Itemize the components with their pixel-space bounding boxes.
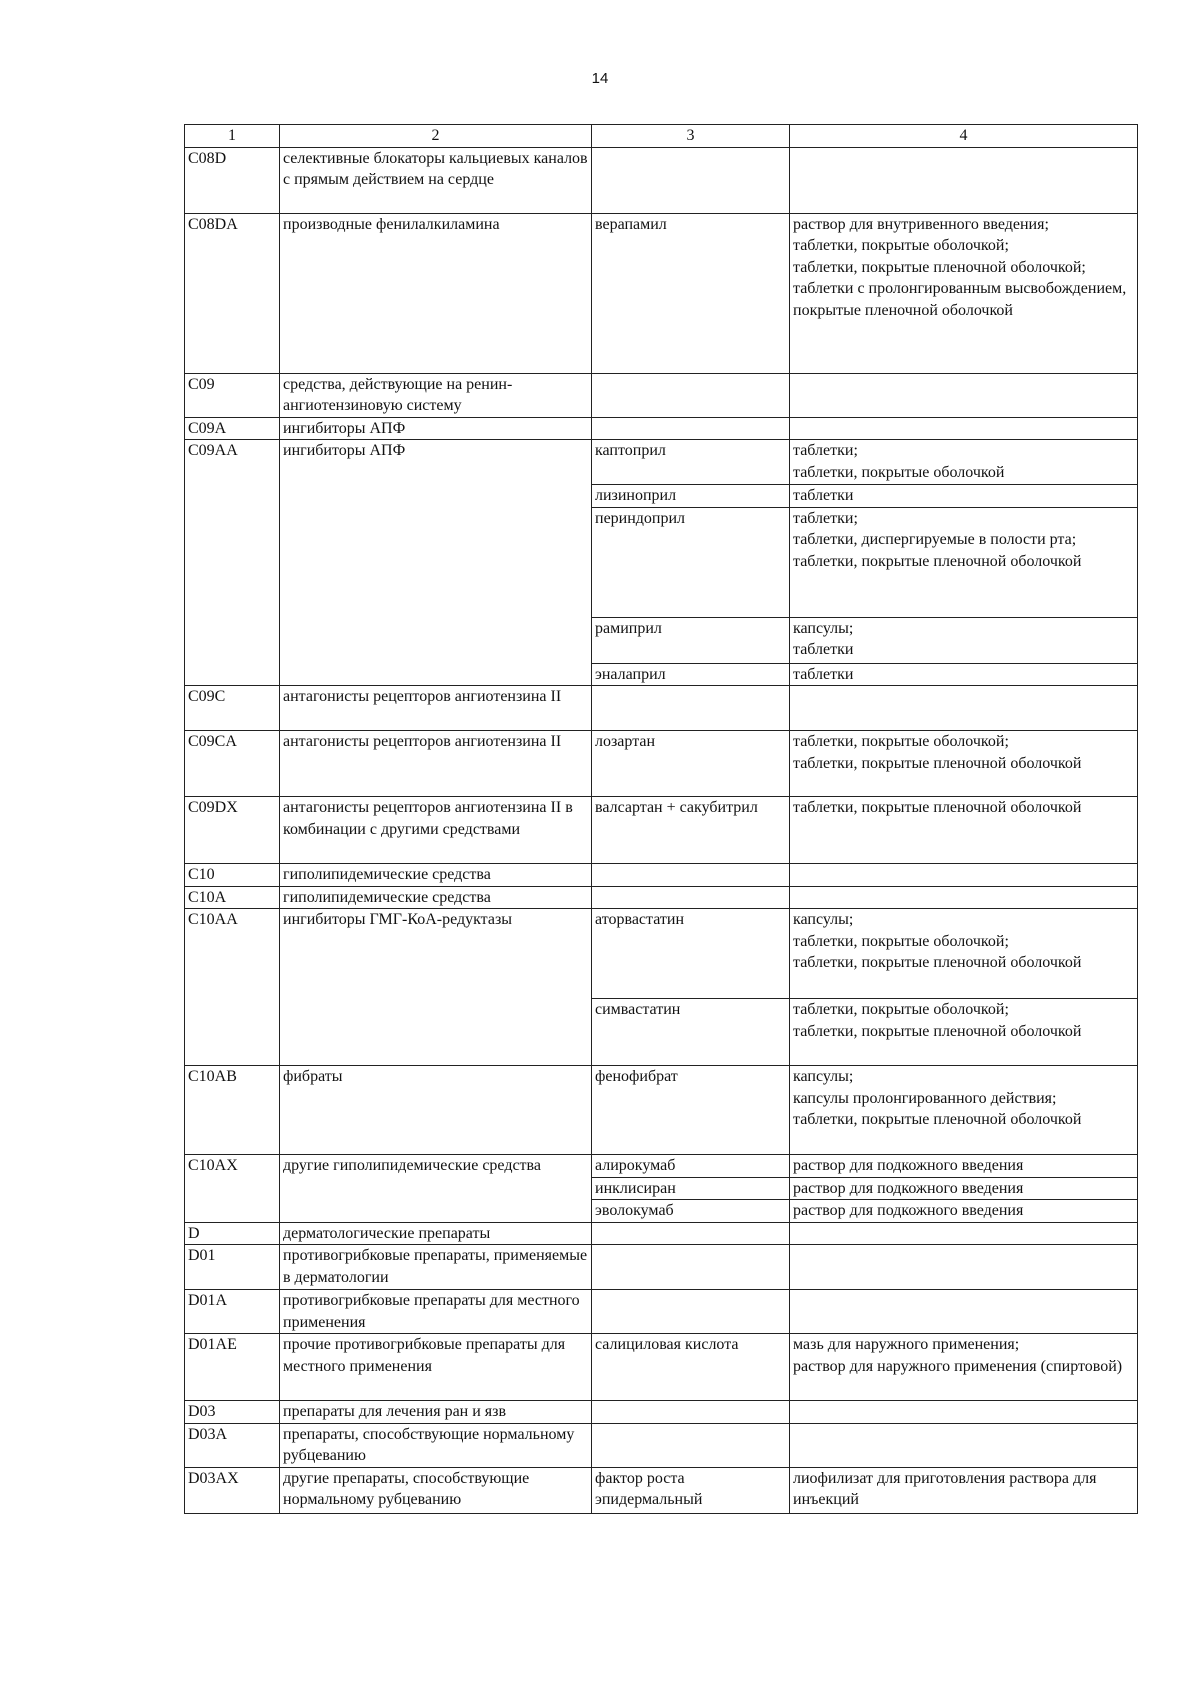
atc-group-cell: селективные блокаторы кальциевых каналов с прямым действием на сердце — [280, 147, 592, 213]
drug-name-cell — [592, 886, 790, 909]
dosage-form-line: капсулы пролонгированного действия; — [793, 1089, 1057, 1107]
dosage-forms-cell — [790, 731, 1138, 797]
dosage-forms-cell — [790, 485, 1138, 508]
dosage-forms-cell — [790, 909, 1138, 999]
table-row — [185, 1245, 1138, 1290]
dosage-forms-cell — [790, 663, 1138, 686]
drug-name-cell: салициловая кислота — [592, 1334, 790, 1401]
drug-name-cell — [592, 147, 790, 213]
dosage-form-line: мазь для наружного применения; — [793, 1336, 1020, 1353]
atc-group-cell: производные фенилалкиламина — [280, 213, 592, 373]
atc-group-cell: прочие противогрибковые препараты для местного применения — [280, 1334, 592, 1401]
drug-name-cell — [592, 1222, 790, 1245]
drug-name-cell — [592, 1245, 790, 1290]
drug-name-cell — [592, 1401, 790, 1424]
dosage-forms-cell — [790, 213, 1138, 373]
atc-code-cell: C09A — [185, 417, 280, 440]
drug-name-cell: каптоприл — [592, 440, 790, 485]
table-row — [185, 1066, 1138, 1155]
atc-group-cell: другие препараты, способствующие нормальному рубцеванию — [280, 1467, 592, 1513]
dosage-forms-cell — [790, 1423, 1138, 1467]
atc-group-cell: средства, действующие на ренин-ангиотензиновую систему — [280, 373, 592, 417]
column-header-4: 4 — [790, 125, 1138, 148]
table-row — [185, 1334, 1138, 1401]
table-row — [185, 864, 1138, 887]
atc-code-cell: C09CA — [185, 731, 280, 797]
dosage-forms-cell — [790, 1290, 1138, 1334]
table-row — [185, 1222, 1138, 1245]
drug-name-cell — [592, 1423, 790, 1467]
atc-code-cell: C10AA — [185, 909, 280, 1066]
dosage-form-line: таблетки — [793, 487, 854, 504]
drug-name-cell: инклисиран — [592, 1177, 790, 1200]
table-row — [185, 909, 1138, 999]
table-row — [185, 147, 1138, 213]
atc-group-cell: препараты, способствующие нормальному рубцеванию — [280, 1423, 592, 1467]
dosage-form-line: таблетки, покрытые оболочкой; — [793, 237, 1009, 254]
atc-group-cell: гиполипидемические средства — [280, 886, 592, 909]
table-row — [185, 797, 1138, 864]
drug-name-cell: фенофибрат — [592, 1066, 790, 1155]
atc-group-cell: антагонисты рецепторов ангиотензина II — [280, 686, 592, 731]
atc-group-cell: дерматологические препараты — [280, 1222, 592, 1245]
dosage-form-line: раствор для подкожного введения — [793, 1202, 1024, 1219]
table-row — [185, 1290, 1138, 1334]
atc-group-cell: ингибиторы АПФ — [280, 417, 592, 440]
atc-group-cell: фибраты — [280, 1066, 592, 1155]
atc-group-cell: гиполипидемические средства — [280, 864, 592, 887]
dosage-form-line: таблетки, покрытые пленочной оболочкой — [793, 754, 1082, 772]
table-row — [185, 686, 1138, 731]
dosage-forms-cell — [790, 373, 1138, 417]
atc-group-cell: препараты для лечения ран и язв — [280, 1401, 592, 1424]
atc-code-cell: D03AX — [185, 1467, 280, 1513]
dosage-form-line: капсулы; — [793, 619, 854, 637]
dosage-form-line: таблетки, покрытые оболочкой; — [793, 733, 1009, 750]
dosage-form-line: таблетки, покрытые пленочной оболочкой — [793, 1111, 1082, 1128]
dosage-forms-cell — [790, 417, 1138, 440]
column-header-3: 3 — [592, 125, 790, 148]
dosage-forms-cell — [790, 686, 1138, 731]
dosage-form-line: таблетки с пролонгированным высвобождением, покрытые пленочной оболочкой — [793, 280, 1127, 319]
dosage-forms-cell — [790, 1222, 1138, 1245]
dosage-forms-cell — [790, 1155, 1138, 1178]
dosage-forms-cell — [790, 1245, 1138, 1290]
column-header-1: 1 — [185, 125, 280, 148]
atc-code-cell: D03 — [185, 1401, 280, 1424]
drug-name-cell: верапамил — [592, 213, 790, 373]
atc-code-cell: D03A — [185, 1423, 280, 1467]
drug-name-cell: аторвастатин — [592, 909, 790, 999]
atc-code-cell: C08DA — [185, 213, 280, 373]
atc-group-cell: противогрибковые препараты, применяемые в дерматологии — [280, 1245, 592, 1290]
table-row — [185, 1467, 1138, 1513]
dosage-form-line: лиофилизат для приготовления раствора для инъекций — [793, 1469, 1097, 1508]
atc-drug-table — [184, 124, 1138, 1514]
dosage-form-line: таблетки, диспергируемые в полости рта; — [793, 531, 1077, 548]
table-row — [185, 417, 1138, 440]
drug-name-cell: рамиприл — [592, 617, 790, 663]
dosage-forms-cell — [790, 1401, 1138, 1424]
atc-group-cell: другие гиполипидемические средства — [280, 1155, 592, 1223]
dosage-form-line: капсулы; — [793, 911, 854, 928]
atc-group-cell: ингибиторы ГМГ-КоА-редуктазы — [280, 909, 592, 1066]
table-row — [185, 1423, 1138, 1467]
atc-group-cell: противогрибковые препараты для местного применения — [280, 1290, 592, 1334]
dosage-forms-cell — [790, 1334, 1138, 1401]
atc-code-cell: C10A — [185, 886, 280, 909]
dosage-forms-cell — [790, 440, 1138, 485]
dosage-forms-cell — [790, 1200, 1138, 1223]
atc-code-cell: C09DX — [185, 797, 280, 864]
dosage-form-line: таблетки — [793, 641, 854, 658]
table-row — [185, 731, 1138, 797]
atc-code-cell: C10AB — [185, 1066, 280, 1155]
table-body — [185, 147, 1138, 1513]
drug-name-cell: лозартан — [592, 731, 790, 797]
dosage-form-line: капсулы; — [793, 1068, 854, 1085]
drug-name-cell: эналаприл — [592, 663, 790, 686]
dosage-forms-cell — [790, 886, 1138, 909]
dosage-forms-cell — [790, 1066, 1138, 1155]
dosage-forms-cell — [790, 147, 1138, 213]
column-header-2: 2 — [280, 125, 592, 148]
dosage-form-line: таблетки, покрытые пленочной оболочкой — [793, 552, 1082, 570]
atc-code-cell: C10AX — [185, 1155, 280, 1223]
dosage-forms-cell — [790, 1467, 1138, 1513]
dosage-form-line: таблетки, покрытые оболочкой; — [793, 932, 1009, 950]
drug-name-cell: валсартан + сакубитрил — [592, 797, 790, 864]
atc-group-cell: антагонисты рецепторов ангиотензина II — [280, 731, 592, 797]
page-number: 14 — [591, 70, 609, 87]
atc-code-cell: D — [185, 1222, 280, 1245]
dosage-form-line: раствор для подкожного введения — [793, 1179, 1024, 1197]
dosage-forms-cell — [790, 864, 1138, 887]
dosage-form-line: раствор для внутривенного введения; — [793, 215, 1049, 233]
dosage-forms-cell — [790, 999, 1138, 1066]
table-header-row — [185, 125, 1138, 148]
drug-name-cell: периндоприл — [592, 507, 790, 617]
dosage-form-line: раствор для подкожного введения — [793, 1157, 1024, 1174]
dosage-form-line: таблетки; — [793, 442, 858, 459]
dosage-forms-cell — [790, 797, 1138, 864]
drug-name-cell — [592, 864, 790, 887]
dosage-form-line: таблетки, покрытые оболочкой; — [793, 1001, 1009, 1018]
atc-code-cell: D01AE — [185, 1334, 280, 1401]
atc-code-cell: C09C — [185, 686, 280, 731]
atc-code-cell: C09AA — [185, 440, 280, 686]
drug-name-cell: фактор роста эпидермальный — [592, 1467, 790, 1513]
dosage-form-line: таблетки, покрытые пленочной оболочкой — [793, 1022, 1082, 1040]
atc-code-cell: C09 — [185, 373, 280, 417]
drug-name-cell: лизиноприл — [592, 485, 790, 508]
dosage-forms-cell — [790, 507, 1138, 617]
dosage-forms-cell — [790, 617, 1138, 663]
dosage-form-line: таблетки, покрытые пленочной оболочкой — [793, 799, 1082, 816]
drug-name-cell — [592, 1290, 790, 1334]
drug-name-cell — [592, 686, 790, 731]
table-row — [185, 440, 1138, 485]
dosage-form-line: таблетки; — [793, 509, 858, 527]
drug-name-cell: алирокумаб — [592, 1155, 790, 1178]
drug-name-cell — [592, 417, 790, 440]
atc-code-cell: D01A — [185, 1290, 280, 1334]
table-row — [185, 886, 1138, 909]
dosage-form-line: раствор для наружного применения (спиртовой) — [793, 1357, 1123, 1375]
atc-code-cell: D01 — [185, 1245, 280, 1290]
table-row — [185, 373, 1138, 417]
table-row — [185, 213, 1138, 373]
dosage-forms-cell — [790, 1177, 1138, 1200]
dosage-form-line: таблетки, покрытые пленочной оболочкой; — [793, 258, 1086, 276]
drug-name-cell: симвастатин — [592, 999, 790, 1066]
atc-group-cell: антагонисты рецепторов ангиотензина II в комбинации с другими средствами — [280, 797, 592, 864]
dosage-form-line: таблетки — [793, 665, 854, 683]
dosage-form-line: таблетки, покрытые оболочкой — [793, 463, 1005, 481]
dosage-form-line: таблетки, покрытые пленочной оболочкой — [793, 954, 1082, 971]
table-row — [185, 1401, 1138, 1424]
table-row — [185, 1155, 1138, 1178]
atc-code-cell: C08D — [185, 147, 280, 213]
drug-name-cell: эволокумаб — [592, 1200, 790, 1223]
drug-name-cell — [592, 373, 790, 417]
atc-group-cell: ингибиторы АПФ — [280, 440, 592, 686]
atc-code-cell: C10 — [185, 864, 280, 887]
